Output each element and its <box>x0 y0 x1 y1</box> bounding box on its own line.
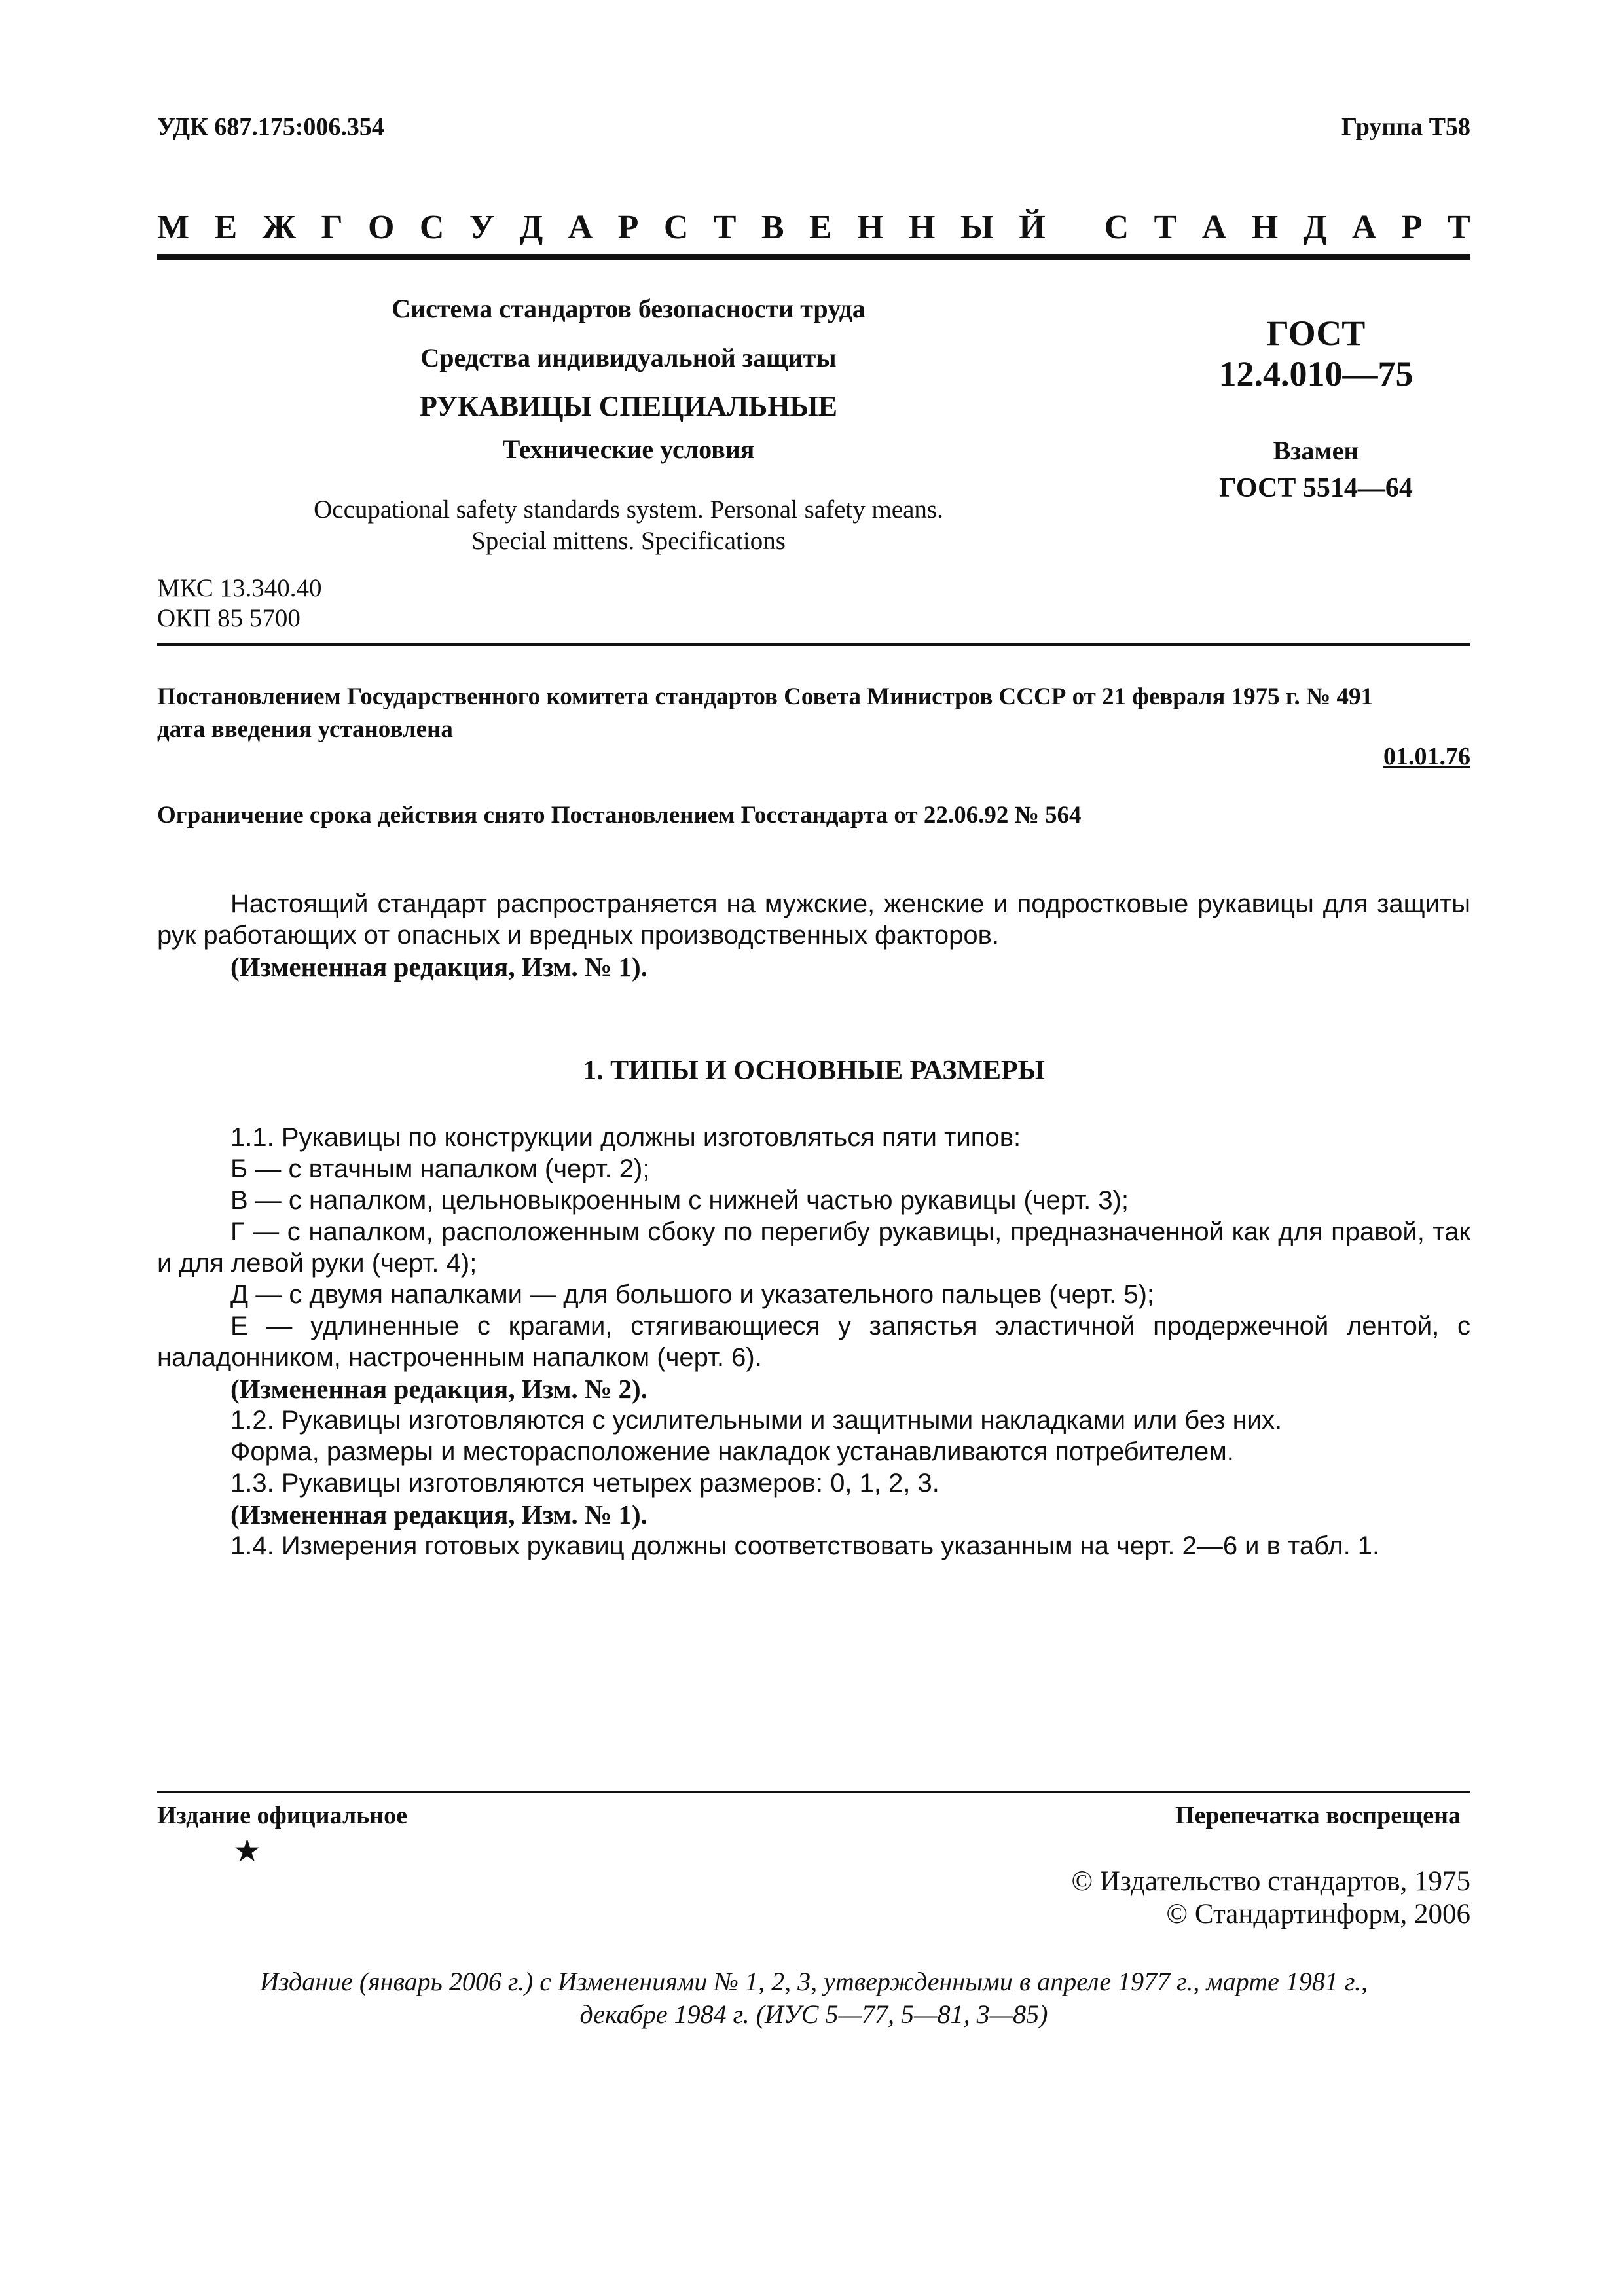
edition-note-2: (Измененная редакция, Изм. № 2). <box>230 1374 647 1404</box>
footer-rule <box>157 1791 1470 1793</box>
decree-block <box>157 681 1470 746</box>
okp-code: ОКП 85 5700 <box>157 604 301 632</box>
banner-letter: Д <box>1303 209 1327 246</box>
banner-letter: О <box>367 209 395 246</box>
item-1-2: 1.2. Рукавицы изготовляются с усилительными и защитными накладками или без них. <box>230 1406 1283 1435</box>
banner-letter: Н <box>857 209 884 246</box>
validity-limit-note: Ограничение срока действия снято Постановлением Госстандарта от 22.06.92 № 564 <box>157 802 1082 829</box>
header-rule <box>157 254 1470 260</box>
english-title <box>242 494 1015 557</box>
type-e: Е — удлиненные с крагами, стягивающиеся у запястья эластичной продержечной лентой, с наладонником, настроченным напалком (черт. 6). <box>157 1312 1470 1372</box>
banner-letter: А <box>568 209 593 246</box>
banner-letter: С <box>419 209 445 246</box>
banner-letter: С <box>1104 209 1129 246</box>
reprint-prohibited-label: Перепечатка воспрещена <box>1175 1802 1461 1829</box>
english-title-line-1: Occupational safety standards system. Personal safety means. <box>314 495 943 524</box>
banner-letter: Н <box>909 209 936 246</box>
banner-letter: С <box>663 209 689 246</box>
banner-letter: Р <box>617 209 639 246</box>
banner-letter: Т <box>1154 209 1177 246</box>
section-1-title: 1. ТИПЫ И ОСНОВНЫЕ РАЗМЕРЫ <box>583 1056 1045 1086</box>
mks-code: МКС 13.340.40 <box>157 574 322 602</box>
edition-history-line-1: Издание (январь 2006 г.) с Изменениями № 1, 2, 3, утвержденными в апреле 1977 г., марте 1981 г., <box>260 1967 1368 1996</box>
intro-edition-note: (Измененная редакция, Изм. № 1). <box>230 952 647 982</box>
document-subtitle: Технические условия <box>502 435 755 464</box>
banner-letter: Е <box>809 209 832 246</box>
banner-letter: А <box>1351 209 1377 246</box>
intro-section <box>157 888 1470 982</box>
edition-history <box>157 1965 1470 2031</box>
classification-codes <box>157 573 321 634</box>
copyright-standartinform: © Стандартинформ, 2006 <box>1166 1899 1470 1929</box>
copyright-publisher: © Издательство стандартов, 1975 <box>1071 1866 1470 1897</box>
banner-letter: А <box>1201 209 1227 246</box>
edition-note-1: (Измененная редакция, Изм. № 1). <box>230 1499 647 1530</box>
item-1-2-form: Форма, размеры и месторасположение накладок устанавливаются потребителем. <box>230 1437 1234 1466</box>
star-icon: ★ <box>233 1834 262 1869</box>
banner-letter: Т <box>1447 209 1470 246</box>
intro-paragraph: Настоящий стандарт распространяется на мужские, женские и подростковые рукавицы для защиты рук работающих от опасных и вредных производственных факторов. <box>157 889 1470 950</box>
banner-letter <box>1070 208 1079 247</box>
banner-letter: Е <box>214 209 238 246</box>
item-1-3: 1.3. Рукавицы изготовляются четырех размеров: 0, 1, 2, 3. <box>230 1469 939 1498</box>
banner-letter: В <box>761 209 784 246</box>
gost-label: ГОСТ <box>1266 314 1366 353</box>
codes-rule <box>157 643 1470 646</box>
banner-letter: Т <box>713 209 737 246</box>
type-d: Д — с двумя напалками — для большого и указательного пальцев (черт. 5); <box>230 1280 1154 1309</box>
replaces-label: Взамен <box>1273 436 1359 465</box>
subsystem-title: Средства индивидуальной защиты <box>420 343 837 372</box>
decree-line: Постановлением Государственного комитета стандартов Совета Министров СССР от 21 февраля 1975 г. № 491 <box>157 683 1373 710</box>
banner-letter: Ж <box>262 209 297 246</box>
banner-letter: Г <box>321 209 343 246</box>
official-edition-label: Издание официальное <box>157 1802 408 1829</box>
item-1-1: 1.1. Рукавицы по конструкции должны изготовляться пяти типов: <box>230 1123 1021 1152</box>
type-v: В — с напалком, цельновыкроенным с нижней частью рукавицы (черт. 3); <box>230 1186 1129 1215</box>
udk-code: УДК 687.175:006.354 <box>157 113 384 141</box>
interstate-standard-banner <box>157 208 1470 247</box>
type-b: Б — с втачным напалком (черт. 2); <box>230 1155 650 1183</box>
document-title: РУКАВИЦЫ СПЕЦИАЛЬНЫЕ <box>420 390 837 422</box>
type-g: Г — с напалком, расположенным сбоку по перегибу рукавицы, предназначенной как для правой, так и для левой руки (черт. 4); <box>157 1217 1470 1278</box>
banner-letter: Н <box>1251 209 1279 246</box>
banner-letter: Д <box>519 209 543 246</box>
banner-letter: М <box>157 209 190 246</box>
gost-number: 12.4.010—75 <box>1218 354 1413 393</box>
banner-letter: У <box>469 209 495 246</box>
banner-letter: Й <box>1019 209 1046 246</box>
edition-history-line-2: декабре 1984 г. (ИУС 5—77, 5—81, 3—85) <box>579 2000 1048 2029</box>
system-title: Система стандартов безопасности труда <box>392 294 866 323</box>
section-1-body <box>157 1122 1470 1562</box>
effective-date: 01.01.76 <box>1383 743 1470 770</box>
english-title-line-2: Special mittens. Specifications <box>471 527 786 555</box>
group-code: Группа Т58 <box>1341 113 1470 141</box>
item-1-4: 1.4. Измерения готовых рукавиц должны соответствовать указанным на черт. 2—6 и в табл. 1. <box>230 1532 1380 1560</box>
banner-letter: Ы <box>960 209 994 246</box>
banner-letter: Р <box>1401 209 1423 246</box>
replaces-gost: ГОСТ 5514—64 <box>1219 473 1413 503</box>
effective-date-label: дата введения установлена <box>157 716 453 743</box>
